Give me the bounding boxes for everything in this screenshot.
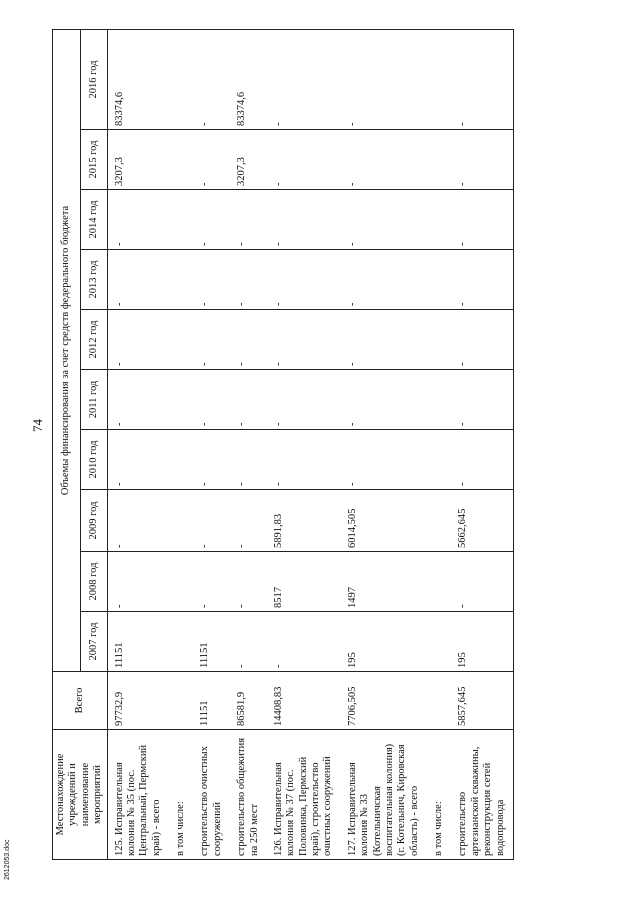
row-value-4: - (230, 370, 267, 430)
row-value-5: - (230, 310, 267, 370)
header-row-group (53, 29, 81, 859)
row-value-0: 11151 (193, 612, 230, 672)
row-name: в том числе: (169, 730, 193, 860)
row-value-5: - (341, 310, 427, 370)
row-name: в том числе: (427, 730, 451, 860)
row-value-0: 195 (341, 612, 427, 672)
row-value-7: - (230, 190, 267, 250)
row-value-2: - (230, 490, 267, 552)
row-value-2 (169, 490, 193, 552)
header-year-9: 2016 год (80, 29, 107, 129)
row-value-6: - (230, 250, 267, 310)
row-value-8: 3207,3 (230, 130, 267, 190)
page-number: 74 (30, 419, 45, 432)
row-value-1: - (230, 552, 267, 612)
row-name: 126. Исправительная колония № 37 (пос. Половинка, Пермский край), строительство очистных сооружений (267, 730, 341, 860)
row-value-9: 83374,6 (107, 29, 169, 129)
table-row (427, 29, 451, 859)
header-year-0: 2007 год (80, 612, 107, 672)
row-value-9: - (451, 29, 513, 129)
header-financing-group: Объемы финансирования за счет средств федерального бюджета (53, 29, 81, 671)
table-row (341, 29, 427, 859)
row-value-0 (427, 612, 451, 672)
table-body (107, 29, 513, 859)
row-total (427, 672, 451, 730)
row-total: 7706,505 (341, 672, 427, 730)
row-total: 97732,9 (107, 672, 169, 730)
row-total: 11151 (193, 672, 230, 730)
row-value-1: - (451, 552, 513, 612)
row-name: 127. Исправительная колония № 33 (Котельничская воспитательная колония) (г. Котельнич, Кировская область) - всего (341, 730, 427, 860)
row-name: строительство общежития на 250 мест (230, 730, 267, 860)
row-value-7 (169, 190, 193, 250)
row-value-4: - (193, 370, 230, 430)
financing-table (52, 29, 514, 860)
header-year-6: 2013 год (80, 250, 107, 310)
row-total (169, 672, 193, 730)
row-value-4 (169, 370, 193, 430)
row-value-8: - (341, 130, 427, 190)
header-total-column: Всего (53, 672, 108, 730)
row-value-0: - (267, 612, 341, 672)
row-value-6: - (341, 250, 427, 310)
header-year-4: 2011 год (80, 370, 107, 430)
row-value-8: - (451, 130, 513, 190)
row-value-1: - (193, 552, 230, 612)
row-value-0: 11151 (107, 612, 169, 672)
row-value-4: - (341, 370, 427, 430)
row-value-7: - (107, 190, 169, 250)
row-value-0: - (230, 612, 267, 672)
table-row (169, 29, 193, 859)
row-value-7 (427, 190, 451, 250)
row-value-1: - (107, 552, 169, 612)
header-year-1: 2008 год (80, 552, 107, 612)
footer-document-code: 2612053.doc (4, 839, 11, 880)
row-value-7: - (341, 190, 427, 250)
header-year-5: 2012 год (80, 310, 107, 370)
row-value-2: 5662,645 (451, 490, 513, 552)
row-value-6 (427, 250, 451, 310)
row-value-2: - (107, 490, 169, 552)
row-value-3: - (107, 430, 169, 490)
table-row (193, 29, 230, 859)
row-value-4 (427, 370, 451, 430)
row-value-3 (169, 430, 193, 490)
row-value-6 (169, 250, 193, 310)
row-value-2: 5891,83 (267, 490, 341, 552)
row-value-4: - (267, 370, 341, 430)
row-value-9: - (267, 29, 341, 129)
row-value-3: - (267, 430, 341, 490)
row-value-9: - (341, 29, 427, 129)
row-value-2 (427, 490, 451, 552)
rotated-table-container (52, 30, 602, 860)
table-row (451, 29, 513, 859)
row-value-8 (427, 130, 451, 190)
row-value-9: 83374,6 (230, 29, 267, 129)
row-value-2: - (193, 490, 230, 552)
row-value-9 (427, 29, 451, 129)
row-value-9: - (193, 29, 230, 129)
row-value-8: - (193, 130, 230, 190)
row-value-0 (169, 612, 193, 672)
row-value-5: - (267, 310, 341, 370)
row-value-5 (169, 310, 193, 370)
row-name: строительство очистных сооружений (193, 730, 230, 860)
row-value-3: - (341, 430, 427, 490)
row-value-1 (427, 552, 451, 612)
row-value-3: - (193, 430, 230, 490)
row-value-6: - (451, 250, 513, 310)
row-value-2: 6014,505 (341, 490, 427, 552)
row-value-5: - (107, 310, 169, 370)
row-value-1 (169, 552, 193, 612)
row-value-7: - (267, 190, 341, 250)
row-total: 14408,83 (267, 672, 341, 730)
row-value-3 (427, 430, 451, 490)
row-value-4: - (107, 370, 169, 430)
header-year-8: 2015 год (80, 130, 107, 190)
row-value-9 (169, 29, 193, 129)
row-value-5: - (451, 310, 513, 370)
table-row (267, 29, 341, 859)
row-value-4: - (451, 370, 513, 430)
header-year-2: 2009 год (80, 490, 107, 552)
row-total: 5857,645 (451, 672, 513, 730)
row-value-8 (169, 130, 193, 190)
header-name-column: Местонахождение учреждений и наименование мероприятий (53, 730, 108, 860)
row-value-1: 8517 (267, 552, 341, 612)
table-row (107, 29, 169, 859)
header-year-7: 2014 год (80, 190, 107, 250)
row-name: 125. Исправительная колония № 35 (пос. Центральный, Пермский край) - всего (107, 730, 169, 860)
row-value-6: - (193, 250, 230, 310)
row-value-7: - (193, 190, 230, 250)
header-year-3: 2010 год (80, 430, 107, 490)
row-value-6: - (107, 250, 169, 310)
table-row (230, 29, 267, 859)
row-value-1: 1497 (341, 552, 427, 612)
row-value-6: - (267, 250, 341, 310)
row-value-5: - (193, 310, 230, 370)
row-value-3: - (451, 430, 513, 490)
row-value-7: - (451, 190, 513, 250)
row-value-3: - (230, 430, 267, 490)
row-value-8: - (267, 130, 341, 190)
row-total: 86581,9 (230, 672, 267, 730)
row-name: строительство артезианской скважины, реконструкция сетей водопровода (451, 730, 513, 860)
row-value-8: 3207,3 (107, 130, 169, 190)
row-value-5 (427, 310, 451, 370)
row-value-0: 195 (451, 612, 513, 672)
